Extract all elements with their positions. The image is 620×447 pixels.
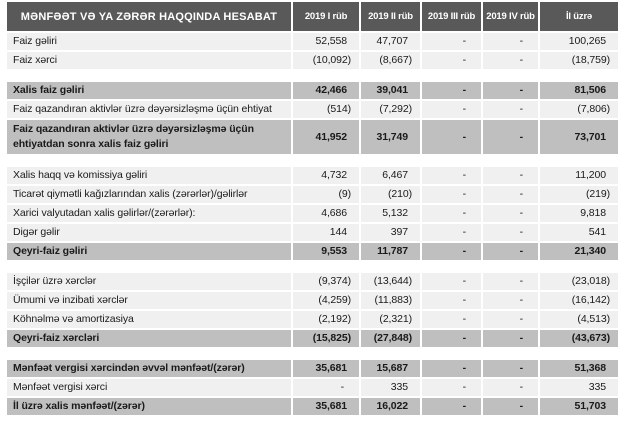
cell-value: - — [483, 330, 538, 347]
cell-value: - — [483, 205, 538, 222]
table-row — [7, 186, 618, 203]
cell-value: - — [422, 224, 481, 241]
cell-value: 335 — [540, 379, 618, 396]
cell-value: - — [422, 243, 481, 260]
row-label: Mənfəət vergisi xərcindən əvvəl mənfəət/(zərər) — [7, 360, 291, 377]
table-row — [7, 273, 618, 290]
cell-value: - — [483, 186, 538, 203]
cell-value: - — [483, 243, 538, 260]
cell-value: (27,848) — [361, 330, 420, 347]
cell-value: (2,192) — [293, 311, 359, 328]
column-header: 2019 III rüb — [422, 2, 481, 31]
cell-value: - — [422, 82, 481, 99]
cell-value: (18,759) — [540, 52, 618, 69]
cell-value: 4,732 — [293, 167, 359, 184]
cell-value: - — [422, 330, 481, 347]
column-header: İl üzrə — [540, 2, 618, 31]
cell-value: - — [422, 52, 481, 69]
cell-value: - — [422, 120, 481, 154]
cell-value: - — [483, 360, 538, 377]
cell-value: 9,818 — [540, 205, 618, 222]
table-row — [7, 101, 618, 118]
cell-value: 16,022 — [361, 398, 420, 415]
cell-value: - — [483, 52, 538, 69]
cell-value: (10,092) — [293, 52, 359, 69]
table-row — [7, 379, 618, 396]
cell-value: 35,681 — [293, 360, 359, 377]
cell-value: - — [422, 186, 481, 203]
cell-value: - — [293, 379, 359, 396]
cell-value: (219) — [540, 186, 618, 203]
cell-value: - — [422, 33, 481, 50]
cell-value: (514) — [293, 101, 359, 118]
row-label: Digər gəlir — [7, 224, 291, 241]
cell-value: (210) — [361, 186, 420, 203]
cell-value: - — [483, 101, 538, 118]
row-label: Faiz qazandıran aktivlər üzrə dəyərsizləşmə üçün ehtiyatdan sonra xalis faiz gəliri — [7, 120, 291, 154]
cell-value: (2,321) — [361, 311, 420, 328]
cell-value: 51,703 — [540, 398, 618, 415]
row-label: Faiz xərci — [7, 52, 291, 69]
row-label: Xalis haqq və komissiya gəliri — [7, 167, 291, 184]
cell-value: - — [483, 273, 538, 290]
row-label: Qeyri-faiz xərcləri — [7, 330, 291, 347]
cell-value: - — [483, 33, 538, 50]
row-label: Faiz gəliri — [7, 33, 291, 50]
table-row — [7, 33, 618, 50]
spacer-row — [7, 156, 618, 165]
cell-value: - — [483, 398, 538, 415]
cell-value: 41,952 — [293, 120, 359, 154]
cell-value: (4,259) — [293, 292, 359, 309]
row-label: Köhnəlmə və amortizasiya — [7, 311, 291, 328]
cell-value: (11,883) — [361, 292, 420, 309]
cell-value: - — [422, 167, 481, 184]
cell-value: 144 — [293, 224, 359, 241]
cell-value: 100,265 — [540, 33, 618, 50]
cell-value: (4,513) — [540, 311, 618, 328]
cell-value: - — [422, 398, 481, 415]
table-row — [7, 243, 618, 260]
cell-value: 35,681 — [293, 398, 359, 415]
cell-value: 5,132 — [361, 205, 420, 222]
cell-value: - — [422, 311, 481, 328]
column-header: 2019 IV rüb — [483, 2, 538, 31]
cell-value: - — [422, 379, 481, 396]
cell-value: 73,701 — [540, 120, 618, 154]
cell-value: - — [483, 311, 538, 328]
cell-value: (16,142) — [540, 292, 618, 309]
table-row — [7, 292, 618, 309]
table-row — [7, 205, 618, 222]
row-label: İşçilər üzrə xərclər — [7, 273, 291, 290]
cell-value: (7,292) — [361, 101, 420, 118]
table-header-row — [7, 2, 618, 31]
cell-value: 6,467 — [361, 167, 420, 184]
row-label: Mənfəət vergisi xərci — [7, 379, 291, 396]
cell-value: 81,506 — [540, 82, 618, 99]
cell-value: - — [422, 292, 481, 309]
spacer-row — [7, 349, 618, 358]
cell-value: - — [483, 224, 538, 241]
cell-value: 335 — [361, 379, 420, 396]
cell-value: (23,018) — [540, 273, 618, 290]
cell-value: 21,340 — [540, 243, 618, 260]
cell-value: (8,667) — [361, 52, 420, 69]
cell-value: 11,200 — [540, 167, 618, 184]
cell-value: 42,466 — [293, 82, 359, 99]
cell-value: (9,374) — [293, 273, 359, 290]
table-row — [7, 82, 618, 99]
row-label: Ümumi və inzibati xərclər — [7, 292, 291, 309]
cell-value: 4,686 — [293, 205, 359, 222]
profit-loss-table — [7, 2, 618, 415]
cell-value: 47,707 — [361, 33, 420, 50]
cell-value: - — [422, 101, 481, 118]
cell-value: - — [422, 360, 481, 377]
cell-value: 397 — [361, 224, 420, 241]
cell-value: (13,644) — [361, 273, 420, 290]
cell-value: - — [483, 379, 538, 396]
column-header: 2019 I rüb — [293, 2, 359, 31]
cell-value: 9,553 — [293, 243, 359, 260]
cell-value: - — [483, 292, 538, 309]
row-label: Faiz qazandıran aktivlər üzrə dəyərsizləşmə üçün ehtiyat — [7, 101, 291, 118]
spacer-row — [7, 262, 618, 271]
cell-value: 11,787 — [361, 243, 420, 260]
row-label: Qeyri-faiz gəliri — [7, 243, 291, 260]
cell-value: 39,041 — [361, 82, 420, 99]
row-label: İl üzrə xalis mənfəət/(zərər) — [7, 398, 291, 415]
cell-value: 52,558 — [293, 33, 359, 50]
row-label: Xarici valyutadan xalis gəlirlər/(zərərlər): — [7, 205, 291, 222]
cell-value: - — [422, 273, 481, 290]
column-header: 2019 II rüb — [361, 2, 420, 31]
cell-value: - — [483, 120, 538, 154]
table-title: MƏNFƏƏT VƏ YA ZƏRƏR HAQQINDA HESABAT — [7, 2, 291, 31]
cell-value: (43,673) — [540, 330, 618, 347]
cell-value: (9) — [293, 186, 359, 203]
cell-value: 31,749 — [361, 120, 420, 154]
cell-value: - — [483, 167, 538, 184]
cell-value: 541 — [540, 224, 618, 241]
spacer-row — [7, 71, 618, 80]
row-label: Xalis faiz gəliri — [7, 82, 291, 99]
row-label: Ticarət qiymətli kağızlarından xalis (zərərlər)/gəlirlər — [7, 186, 291, 203]
cell-value: (15,825) — [293, 330, 359, 347]
table-row — [7, 311, 618, 328]
table-row — [7, 120, 618, 154]
cell-value: - — [483, 82, 538, 99]
cell-value: (7,806) — [540, 101, 618, 118]
table-row — [7, 360, 618, 377]
table-row — [7, 398, 618, 415]
cell-value: 15,687 — [361, 360, 420, 377]
table-row — [7, 52, 618, 69]
cell-value: 51,368 — [540, 360, 618, 377]
table-row — [7, 167, 618, 184]
table-row — [7, 224, 618, 241]
table-row — [7, 330, 618, 347]
cell-value: - — [422, 205, 481, 222]
